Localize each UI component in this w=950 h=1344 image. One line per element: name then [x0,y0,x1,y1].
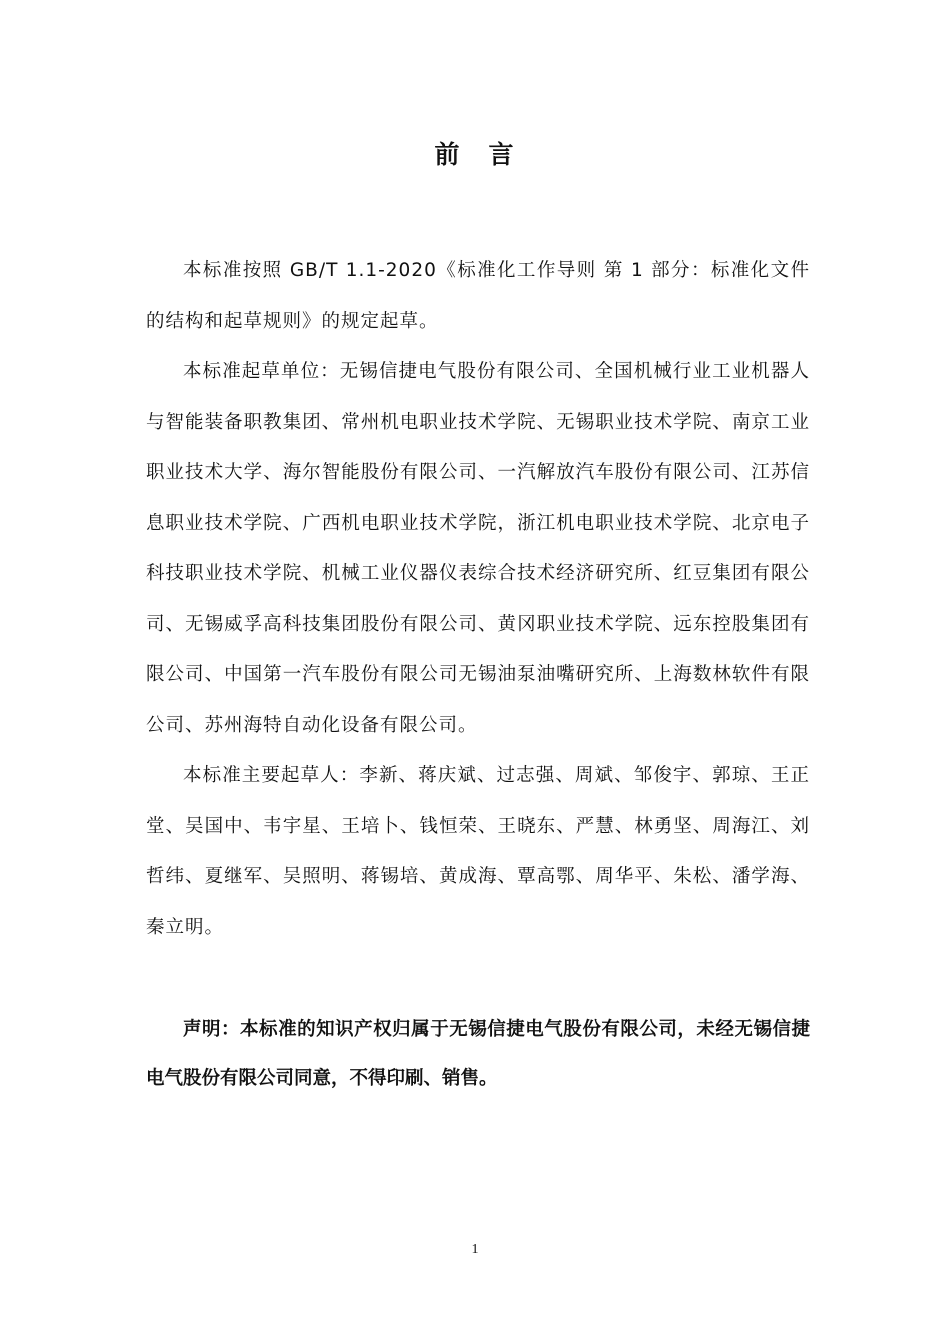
paragraph-drafters: 本标准主要起草人：李新、蒋庆斌、过志强、周斌、邹俊宇、郭琼、王正堂、吴国中、韦宇星、王培卜、钱恒荣、王晓东、严慧、林勇坚、周海江、刘哲纬、夏继军、吴照明、蒋锡培、黄成海、覃高鄂、周华平、朱松、潘学海、秦立明。 [146,765,810,938]
page-title: 前 言 [434,140,516,169]
paragraph-drafting-units: 本标准起草单位：无锡信捷电气股份有限公司、全国机械行业工业机器人与智能装备职教集团、常州机电职业技术学院、无锡职业技术学院、南京工业职业技术大学、海尔智能股份有限公司、一汽解放汽车股份有限公司、江苏信息职业技术学院、广西机电职业技术学院，浙江机电职业技术学院、北京电子科技职业技术学院、机械工业仪器仪表综合技术经济研究所、红豆集团有限公司、无锡威孚高科技集团股份有限公司、黄冈职业技术学院、远东控股集团有限公司、中国第一汽车股份有限公司无锡油泵油嘴研究所、上海数林软件有限公司、苏州海特自动化设备有限公司。 [146,361,810,736]
statement-text: 声明：本标准的知识产权归属于无锡信捷电气股份有限公司，未经无锡信捷电气股份有限公司同意，不得印刷、销售。 [146,1019,810,1089]
foreword-body [146,246,810,953]
ip-statement [146,1005,810,1103]
paragraph-drafting-basis: 本标准按照 GB/T 1.1-2020《标准化工作导则 第 1 部分：标准化文件的结构和起草规则》的规定起草。 [146,260,810,332]
page-number: 1 [471,1242,479,1257]
